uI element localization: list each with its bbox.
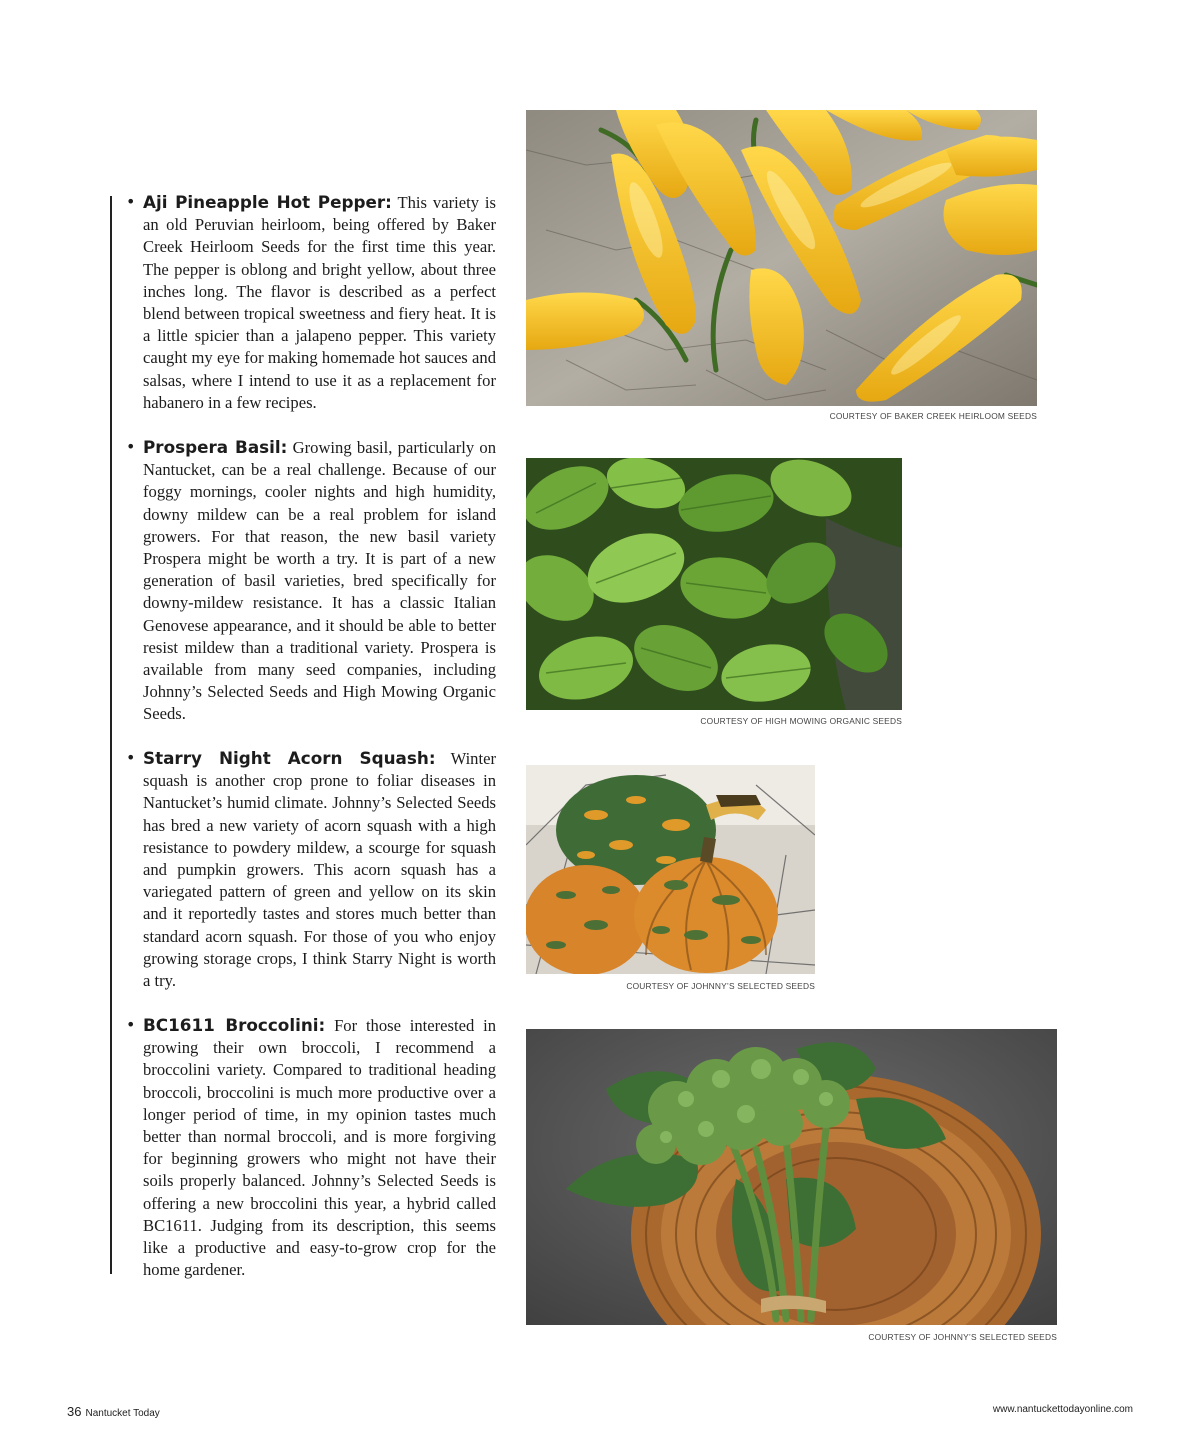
bullet: • [126, 437, 136, 456]
entry-aji-pineapple-hot-pepper [126, 191, 496, 414]
pepper-photo [526, 110, 1037, 406]
bullet: • [126, 748, 136, 767]
entry-title: Starry Night Acorn Squash: [143, 748, 436, 768]
page-footer-left [67, 1404, 160, 1419]
publication-name: Nantucket Today [85, 1408, 160, 1419]
entry-text: This variety is an old Peruvian heirloom, being offered by Baker Creek Heirloom Seeds for the first time this year. The pepper is oblong and bright yellow, about three inches long. The flavor is described as a perfect blend between tropical sweetness and fiery heat. It is a little spicier than a jalapeno pepper. This variety caught my eye for making homemade hot sauces and salsas, where I intend to use it as a replacement for habanero in a few recipes. [143, 193, 496, 412]
broccolini-photo [526, 1029, 1057, 1325]
entry-prospera-basil [126, 436, 496, 726]
photo-caption: COURTESY OF BAKER CREEK HEIRLOOM SEEDS [829, 411, 1037, 421]
bullet: • [126, 192, 136, 211]
entry-text: Growing basil, particularly on Nantucket, can be a real challenge. Because of our foggy mornings, cooler nights and high humidity, downy mildew can be a real problem for island growers. For that reason, the new basil variety Prospera might be worth a try. It is part of a new generation of basil varieties, bred specifically for downy-mildew resistance. It has a classic Italian Genovese appearance, and it should be able to better resist mildew than a traditional variety. Prospera is available from many seed companies, including Johnny’s Selected Seeds and High Mowing Organic Seeds. [143, 438, 496, 724]
entry-text: Winter squash is another crop prone to foliar diseases in Nantucket’s humid climate. Johnny’s Selected Seeds has bred a new variety of acorn squash with a high resistance to powdery mildew, a scourge for squash and pumpkin growers. This acorn squash has a variegated pattern of green and yellow on its skin and it reportedly tastes and stores much better than standard acorn squash. For those of you who enjoy growing storage crops, I think Starry Night is worth a try. [143, 749, 496, 991]
column-rule [110, 196, 112, 1274]
website-url: www.nantuckettodayonline.com [992, 1404, 1133, 1415]
entry-bc1611-broccolini [126, 1014, 496, 1281]
basil-photo [526, 458, 902, 710]
entry-title: Aji Pineapple Hot Pepper: [143, 192, 392, 212]
page-number: 36 [67, 1404, 82, 1419]
entry-title: Prospera Basil: [143, 437, 288, 457]
entry-starry-night-acorn-squash [126, 747, 496, 992]
entry-title: BC1611 Broccolini: [143, 1015, 326, 1035]
photo-caption: COURTESY OF JOHNNY’S SELECTED SEEDS [626, 981, 815, 991]
bullet: • [126, 1015, 136, 1034]
entry-text: For those interested in growing their own broccoli, I recommend a broccolini variety. Compared to traditional heading broccoli, broccolini is much more productive over a longer period of time, in my opinion tastes much better than normal broccoli, and is more forgiving for beginning growers who might not have their soils properly balanced. Johnny’s Selected Seeds is offering a new broccolini this year, a hybrid called BC1611. Judging from its description, this seems like a productive and easy-to-grow crop for the home gardener. [143, 1016, 496, 1280]
squash-photo [526, 765, 815, 974]
photo-caption: COURTESY OF JOHNNY’S SELECTED SEEDS [868, 1332, 1057, 1342]
photo-caption: COURTESY OF HIGH MOWING ORGANIC SEEDS [700, 716, 902, 726]
